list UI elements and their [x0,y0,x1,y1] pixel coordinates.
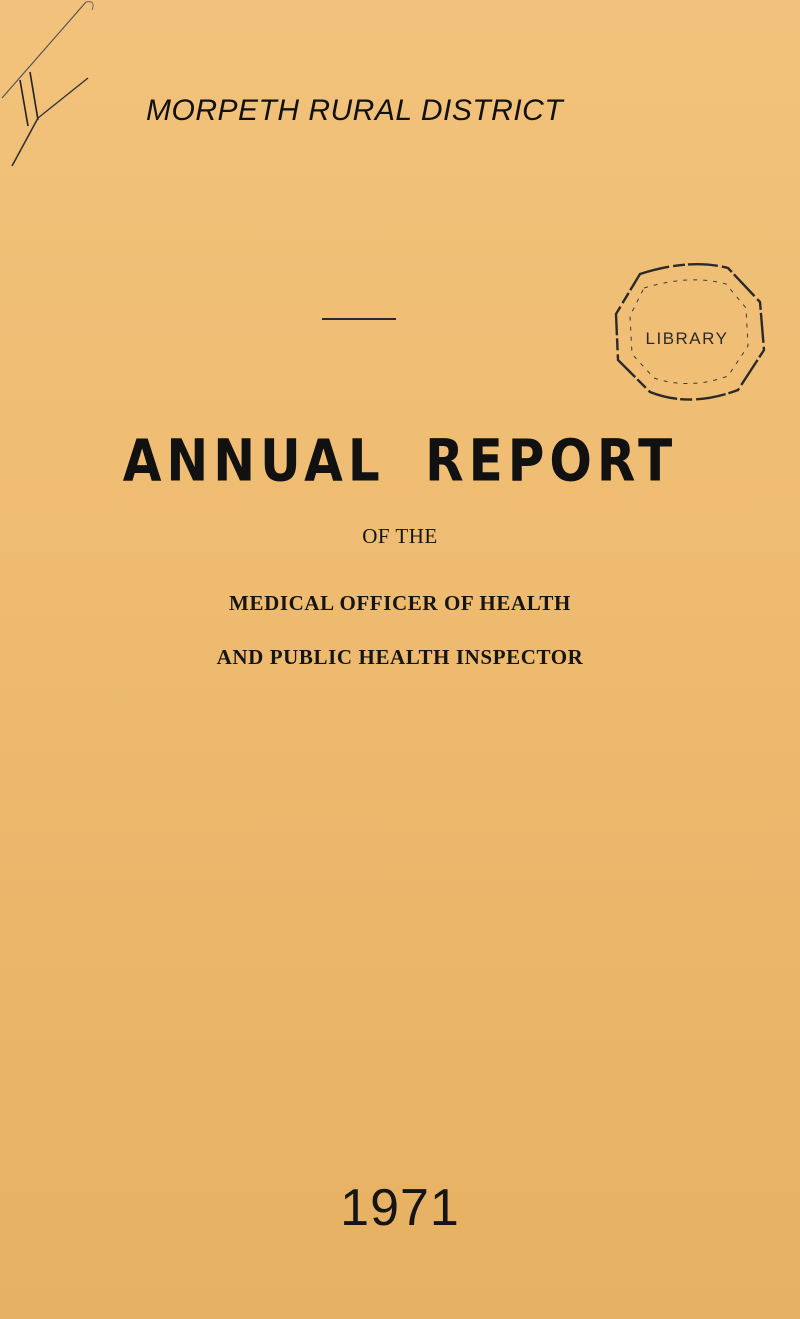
of-the-label: OF THE [362,524,438,548]
pencil-mark-icon [0,0,130,200]
report-title: ANNUAL REPORT [122,427,678,495]
stamp-label: LIBRARY [645,329,729,348]
report-year: 1971 [340,1179,460,1237]
district-title: MORPETH RURAL DISTRICT [146,94,564,127]
library-stamp-icon [610,258,768,408]
health-inspector-line: AND PUBLIC HEALTH INSPECTOR [216,645,584,669]
divider-rule [322,318,396,320]
medical-officer-line: MEDICAL OFFICER OF HEALTH [229,591,571,615]
